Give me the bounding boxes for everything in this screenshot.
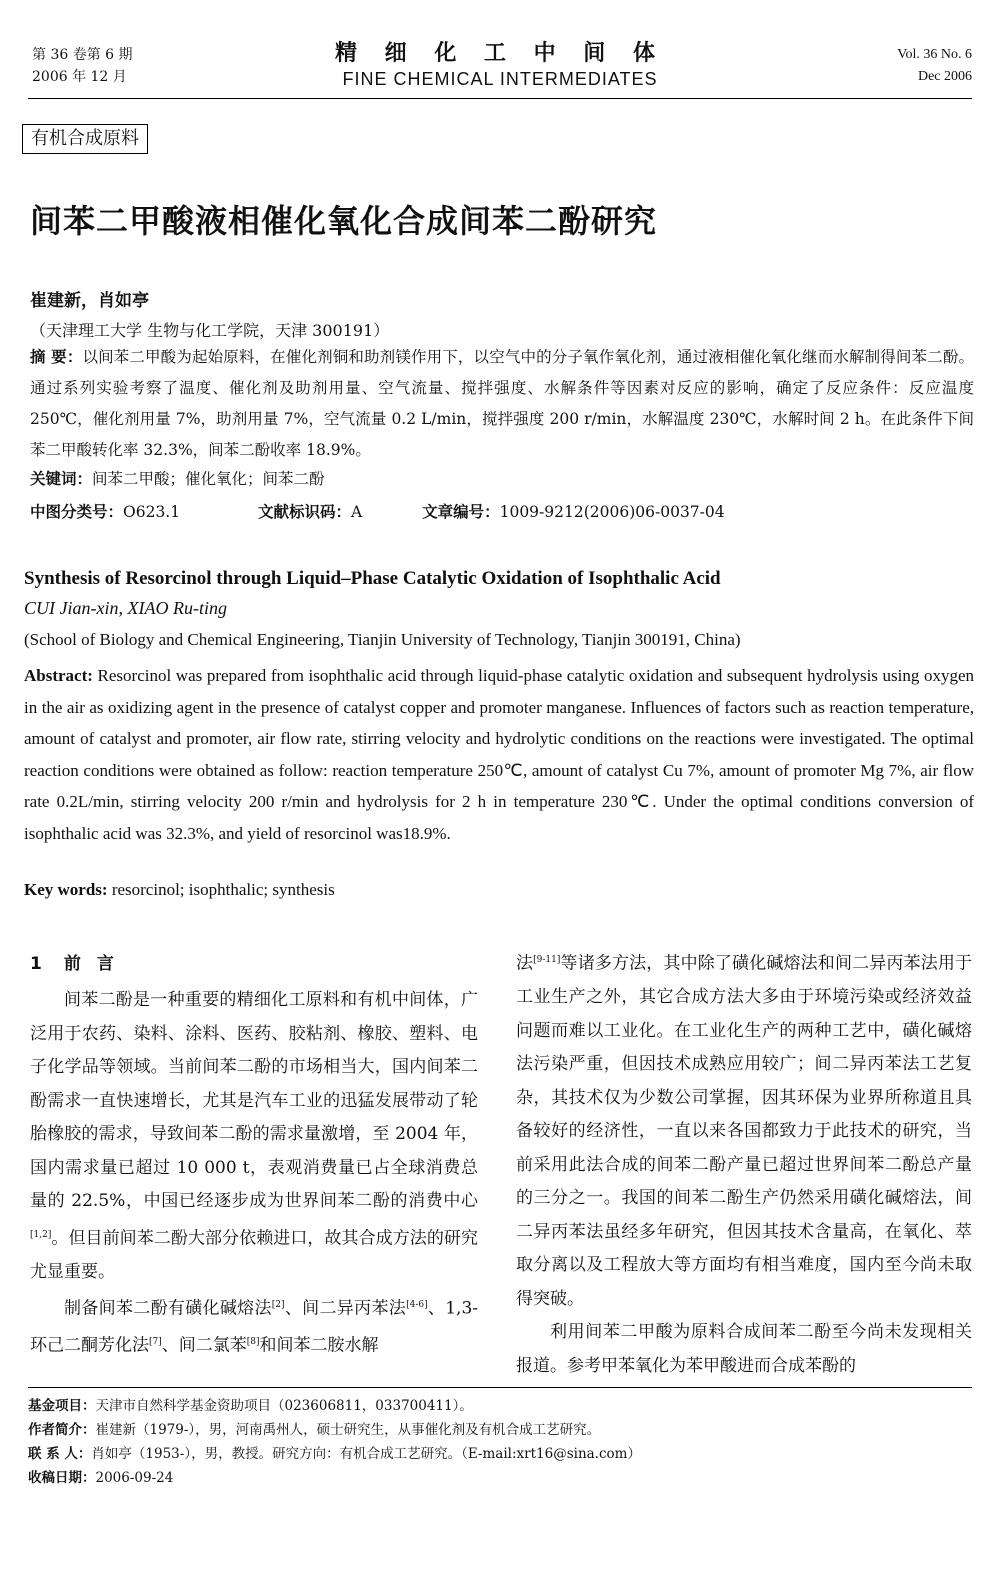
keywords-cn-label: 关键词：	[30, 470, 93, 488]
article-no-label: 文章编号：	[422, 503, 500, 521]
body-column-left	[30, 944, 478, 1363]
article-no-value: 1009-9212(2006)06-0037-04	[499, 503, 725, 521]
keywords-en-text: resorcinol; isophthalic; synthesis	[111, 880, 335, 899]
clc-label: 中图分类号：	[30, 503, 124, 521]
journal-name-en: FINE CHEMICAL INTERMEDIATES	[342, 69, 658, 89]
header-issue-cn	[32, 44, 133, 88]
keywords-en-label: Key words:	[24, 880, 108, 899]
abstract-cn-label: 摘 要：	[30, 348, 83, 366]
citation: [9-11]	[533, 955, 561, 965]
paragraph-text: 法	[516, 953, 534, 974]
contact-label: 联 系 人：	[28, 1446, 92, 1462]
paragraph-text: 、间二氯苯	[161, 1335, 247, 1356]
author-bio-label: 作者简介：	[28, 1422, 96, 1438]
body-paragraph	[516, 944, 972, 1316]
footnote-fund	[28, 1394, 972, 1418]
contact-text: 肖如亭（1953-），男，教授。研究方向：有机合成工艺研究。（E-mail:xrt16@sina.com）	[91, 1446, 641, 1462]
footnote-author	[28, 1418, 972, 1442]
citation: [4-6]	[406, 1300, 428, 1311]
citation: [8]	[246, 1337, 260, 1348]
footnote-received	[28, 1466, 972, 1490]
section-tag: 有机合成原料	[22, 124, 148, 154]
keywords-cn	[30, 467, 325, 489]
paragraph-text: 间苯二酚是一种重要的精细化工原料和有机中间体，广泛用于农药、染料、涂料、医药、胶粘剂、橡胶、塑料、电子化学品等领域。当前间苯二酚的市场相当大，国内间苯二酚需求一直快速增长，尤其是汽车工业的迅猛发展带动了轮胎橡胶的需求，导致间苯二酚的需求量激增，至 2004 年，国内需求量已超过 10 000 t，表观消费量已占全球消费总量的 22.5%，中国已经逐步成为世界间苯二酚的消费中心	[30, 990, 478, 1211]
abstract-en-text: Resorcinol was prepared from isophthalic acid through liquid-phase catalytic oxidation and subsequent hydrolysis using oxygen in the air as oxidizing agent in the presence of catalyst copper and promoter manganese. Influences of factors such as reaction temperature, amount of catalyst and promoter, air flow rate, stirring velocity and hydrolytic conditions on the reactions were investigated. The optimal reaction conditions were obtained as follow: reaction temperature 250℃, amount of catalyst Cu 7%, amount of promoter Mg 7%, air flow rate 0.2L/min, stirring velocity 200 r/min and hydrolysis for 2 h in temperature 230℃. Under the optimal conditions conversion of isophthalic acid was 32.3%, and yield of resorcinol was18.9%.	[24, 666, 974, 843]
fund-label: 基金项目：	[28, 1398, 96, 1414]
abstract-cn	[30, 342, 974, 466]
authors-cn: 崔建新，肖如亭	[30, 291, 149, 311]
paragraph-text: 等诸多方法，其中除了磺化碱熔法和间二异丙苯法用于工业生产之外，其它合成方法大多由于环境污染或经济效益问题而难以工业化。在工业化生产的两种工艺中，磺化碱熔法污染严重，但因技术成熟应用较广；间二异丙苯法工艺复杂，其技术仅为少数公司掌握，因其环保为业界所称道且具备较好的经济性，一直以来各国都致力于此技术的研究，当前采用此法合成的间苯二酚产量已超过世界间苯二酚总产量的三分之一。我国的间苯二酚生产仍然采用磺化碱熔法，间二异丙苯法虽经多年研究，但因其技术含量高，在氧化、萃取分离以及工程放大等方面均有相当难度，国内至今尚未取得突破。	[516, 953, 973, 1309]
paragraph-text: 制备间苯二酚有磺化碱熔法	[64, 1298, 272, 1319]
abstract-en-label: Abstract:	[24, 666, 93, 685]
paragraph-text: 、间二异丙苯法	[284, 1298, 407, 1319]
citation: [1,2]	[30, 1229, 52, 1240]
fund-text: 天津市自然科学基金资助项目（023606811，033700411）。	[95, 1398, 473, 1414]
affiliation-cn: （天津理工大学 生物与化工学院，天津 300191）	[30, 321, 390, 340]
abstract-en	[24, 660, 974, 849]
abstract-cn-text: 以间苯二甲酸为起始原料，在催化剂铜和助剂镁作用下，以空气中的分子氧作氧化剂，通过液相催化氧化继而水解制得间苯二酚。通过系列实验考察了温度、催化剂及助剂用量、空气流量、搅拌强度、水解条件等因素对反应的影响，确定了反应条件：反应温度 250℃，催化剂用量 7%，助剂用量 7%，空气流量 0.2 L/min，搅拌强度 200 r/min，水解温度 230℃，水解时间 2 h。在此条件下间苯二甲酸转化率 32.3%，间苯二酚收率 18.9%。	[30, 348, 974, 459]
classification-line	[30, 500, 974, 522]
doc-code-label: 文献标识码：	[257, 503, 351, 521]
paper-title-cn: 间苯二甲酸液相催化氧化合成间苯二酚研究	[30, 202, 658, 240]
paragraph-text: 利用间苯二甲酸为原料合成间苯二酚至今尚未发现相关报道。参考甲苯氧化为苯甲酸进而合成苯酚的	[516, 1322, 972, 1376]
footnotes	[28, 1394, 972, 1490]
body-column-right	[516, 944, 972, 1383]
section-number: 1	[30, 954, 42, 974]
volume-cn: 第 36 卷第 6 期	[32, 47, 133, 63]
clc-value: O623.1	[123, 503, 181, 521]
body-paragraph	[30, 1289, 478, 1363]
citation: [2]	[271, 1300, 285, 1311]
header-rule	[28, 98, 972, 99]
authors-en: CUI Jian-xin, XIAO Ru-ting	[24, 598, 227, 618]
doc-code-value: A	[351, 503, 363, 521]
received-label: 收稿日期：	[28, 1470, 96, 1486]
author-bio-text: 崔建新（1979-），男，河南禹州人，硕士研究生，从事催化剂及有机合成工艺研究。	[95, 1422, 601, 1438]
volume-en: Vol. 36 No. 6	[897, 47, 972, 62]
date-en: Dec 2006	[917, 69, 972, 84]
journal-name-cn: 精 细 化 工 中 间 体	[335, 40, 665, 66]
footnote-contact	[28, 1442, 972, 1466]
footnote-rule	[28, 1387, 972, 1388]
affiliation-en: (School of Biology and Chemical Engineering, Tianjin University of Technology, Tianjin 300191, China)	[24, 630, 741, 649]
header-issue-en	[897, 44, 972, 88]
date-cn: 2006 年 12 月	[32, 69, 127, 85]
paragraph-text: 和间苯二胺水解	[259, 1335, 379, 1356]
keywords-en	[24, 880, 335, 900]
paragraph-text: 、1,3-环己二酮芳化法	[30, 1298, 479, 1356]
body-paragraph	[516, 1316, 972, 1383]
section-heading	[30, 944, 478, 984]
body-paragraph	[30, 984, 478, 1289]
journal-title	[250, 38, 750, 90]
citation: [7]	[149, 1337, 162, 1348]
section-title: 前言	[63, 954, 130, 974]
paper-title-en: Synthesis of Resorcinol through Liquid–Phase Catalytic Oxidation of Isophthalic Acid	[24, 568, 721, 589]
received-date: 2006-09-24	[95, 1470, 174, 1486]
paragraph-text: 。但目前间苯二酚大部分依赖进口，故其合成方法的研究尤显重要。	[30, 1228, 478, 1282]
keywords-cn-text: 间苯二甲酸；催化氧化；间苯二酚	[92, 470, 325, 488]
